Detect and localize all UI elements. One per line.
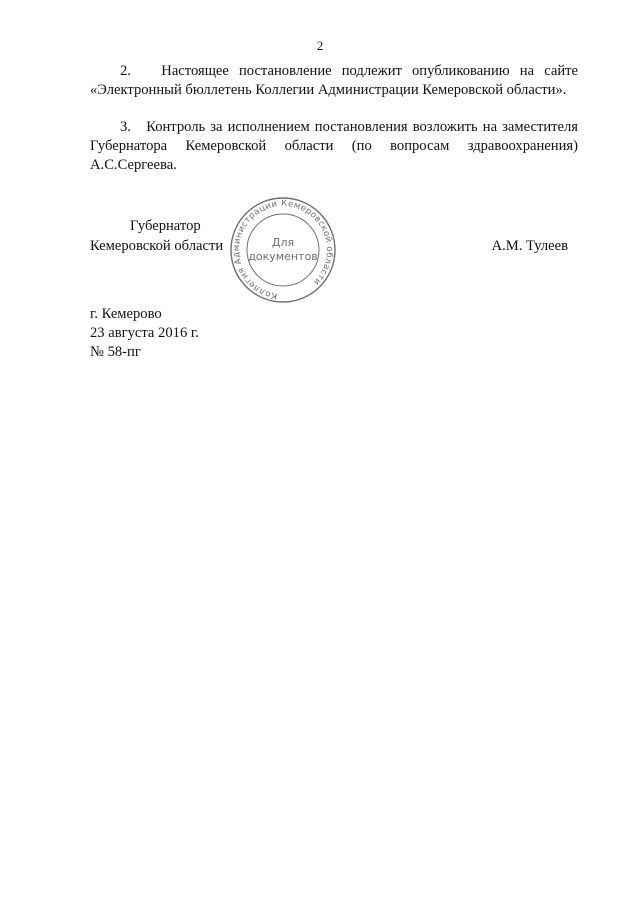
seal-center-line2: документов bbox=[248, 250, 318, 263]
signatory-name: А.М. Тулеев bbox=[491, 238, 568, 254]
footer-date: 23 августа 2016 г. bbox=[90, 325, 199, 341]
signatory-title: Губернатор bbox=[130, 218, 201, 234]
document-footer bbox=[90, 305, 199, 362]
paragraph-2-number: 2. bbox=[120, 63, 131, 79]
paragraph-2 bbox=[90, 62, 578, 100]
paragraph-3-number: 3. bbox=[120, 119, 131, 135]
seal-center-line1: Для bbox=[271, 236, 295, 249]
footer-city: г. Кемерово bbox=[90, 306, 162, 322]
seal-ring-text: Коллегия Администрации Кемеровской области bbox=[231, 198, 335, 301]
signature-block bbox=[0, 198, 640, 302]
page-number: 2 bbox=[316, 38, 324, 53]
signatory-region: Кемеровской области bbox=[90, 238, 224, 254]
footer-number: № 58-пг bbox=[90, 344, 141, 360]
official-seal bbox=[218, 196, 348, 306]
paragraph-3-text: Контроль за исполнением постановления возложить на заместителя Губернатора Кемеровской области (по вопросам здравоохранения) А.С.Сергеева. bbox=[90, 119, 578, 173]
paragraph-3 bbox=[90, 118, 578, 175]
paragraph-2-text: Настоящее постановление подлежит опубликованию на сайте «Электронный бюллетень Коллегии Администрации Кемеровской области». bbox=[90, 63, 578, 98]
